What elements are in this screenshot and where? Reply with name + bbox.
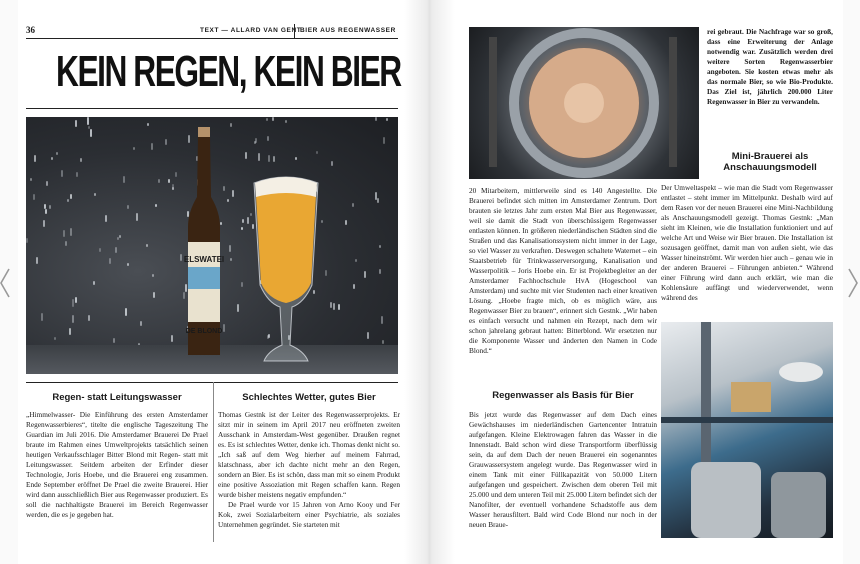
rain-drop bbox=[152, 274, 154, 277]
rain-drop bbox=[70, 228, 72, 236]
paragraph: Bis jetzt wurde das Regenwasser auf dem Dach eines Gewächshauses im niederländischen Gartencenter Intratuin aufgefangen. Kleine Elektrowagen fahren das Wasser in die Innenstadt. Bald schon wird diese Transportform überflüssig sein, da auf dem Dach der neuen Brauerei ein sogenanntes Grauwassersystem angelegt wurde. Das Regenwasser wird in einem Tank mit einer Füllkapazität von 50.000 Litern aufgefangen und gespeichert. Zwischen dem oberen Teil mit 25.000 und dem unteren Teil mit 25.000 Litern befindet sich der Nanofilter, der eventuell vorhandene Schadstoffe aus dem Wasser herausfiltert. Bald wird Code Blond nur noch in der neuen Braue- bbox=[469, 410, 657, 529]
rain-drop bbox=[115, 247, 117, 253]
article-right-col2-top bbox=[707, 27, 833, 107]
right-page bbox=[455, 0, 843, 564]
brew-kettle-illustration bbox=[469, 27, 699, 179]
rain-drop bbox=[93, 281, 95, 285]
rain-drop bbox=[367, 332, 369, 339]
article-column-2 bbox=[218, 410, 400, 530]
rain-drop bbox=[379, 269, 381, 274]
article-right-col1-bottom bbox=[469, 410, 657, 530]
rain-drop bbox=[331, 161, 333, 166]
rain-drop bbox=[229, 245, 231, 252]
rain-drop bbox=[127, 205, 129, 209]
rain-drop bbox=[72, 315, 74, 323]
rain-drop bbox=[113, 338, 115, 343]
rain-drop bbox=[386, 118, 388, 121]
rain-drop bbox=[127, 263, 129, 266]
rain-drop bbox=[133, 147, 135, 150]
paragraph: 20 Mitarbeitern, mittlerweile sind es 140 Angestellte. Die Brauerei befindet sich mitten im Amsterdamer Zentrum. Dort brauten sie letztes Jahr zum ersten Mal Bier aus Regenwasser, weil sie damit die Stadt von überschüssigem Regenwasser entlasten können. In größeren niederländischen Städten sind die Straßen und das Kanalisationssystem nicht immer in der Lage, so viel Wasser zu verkraften. Deswegen schaltete Waternet – ein Staatsbetrieb für Trinkwasserversorgung, Kanalisation und Wasserpolitik – Joris Hoebe ein. Er ist Projektbegleiter an der Amsterdamer Fachhochschule HvA (Hogeschool van Amsterdam) und suchte mit vier Studenten nach einer kreativen Lösung. „Hoebe fragte mich, ob es möglich wäre, aus Regenwasser Bier zu brauen“, erinnert sich Gestnk. „Wir haben es einfach versucht und nahmen ein Rezept, nach dem wir schon jahrelang gebraut hatten: Bitterblond. Wir ersetzten nur die Komponente Wasser und änderten den Namen in Code Blond.“ bbox=[469, 186, 657, 355]
rain-drop bbox=[153, 292, 155, 298]
rain-drop bbox=[227, 199, 229, 202]
rain-drop bbox=[258, 153, 260, 161]
rain-drop bbox=[94, 193, 96, 196]
rain-drop bbox=[56, 152, 58, 155]
rain-drop bbox=[155, 204, 157, 207]
headline: KEIN REGEN, KEIN BIER bbox=[56, 47, 401, 96]
rain-drop bbox=[54, 337, 56, 340]
rain-drop bbox=[88, 126, 90, 129]
rain-drop bbox=[325, 270, 327, 276]
rain-drop bbox=[364, 271, 366, 278]
rain-drop bbox=[285, 120, 287, 123]
rain-drop bbox=[70, 194, 72, 199]
rain-drop bbox=[316, 151, 318, 154]
paragraph: „Himmelwasser- Die Einführung des ersten Amsterdamer Regenwasserbieres“, titelte die englische Tageszeitung The Guardian im Juli 2016. Die Amsterdamer Brauerei De Prael braute im Rahmen eines Umweltprojekts tatsächlich seinen heutigen Verkaufsschlager Bitter Blond mit Regen- statt mit Leitungswasser. Seitdem arbeiten der Erfinder dieser Technologie, Joris Hoebe, und die Brauerei eng zusammen. Ende September eröffnet De Prael die zweite Brauerei. Hier wird dann ausschließlich Bier aus Regenwasser produziert. Es soll die nachhaltigste Brauerei im Bereich Regenwasser werden, die es je gegeben hat. bbox=[26, 410, 208, 519]
rain-drop bbox=[273, 156, 275, 162]
hero-photo-beer-in-rain bbox=[26, 117, 398, 374]
rain-drop bbox=[241, 227, 243, 230]
rain-drop bbox=[355, 259, 357, 262]
rain-drop bbox=[241, 282, 243, 287]
rain-drop bbox=[381, 316, 383, 324]
rain-drop bbox=[63, 230, 65, 237]
photo-brew-kettle-topview bbox=[469, 27, 699, 179]
rain-drop bbox=[245, 152, 247, 159]
rain-drop bbox=[45, 209, 47, 214]
beer-glass bbox=[248, 175, 324, 365]
rain-drop bbox=[230, 123, 232, 127]
rain-drop bbox=[36, 257, 38, 264]
columns-rule bbox=[26, 382, 398, 383]
rain-drop bbox=[65, 241, 67, 246]
rain-drop bbox=[330, 302, 332, 308]
article-column-1 bbox=[26, 410, 208, 520]
paragraph: Der Umweltaspekt – wie man die Stadt vom Regenwasser entlastet – steht immer im Mittelpunkt. Deshalb wird auf dem Rasen vor der neuen Brauerei eine Mini-Nachbildung als Anschauungsmodell gezeigt. Thomas Gestnk: „Man sieht im Kleinen, wie die Installation funktioniert und auf welche Art und Weise wir Bier brauen. Die Installation ist sozusagen geöffnet, damit man von außen sieht, wie das Wasser hineinströmt. Wir werden hier auch – genau wie in der anderen Brauerei – Führungen anbieten.“ Während einer Führung wird dann auch erklärt, wie man die Kohlensäure auffängt und wiederverwendet, wenn während des bbox=[661, 183, 833, 302]
rain-drop bbox=[267, 136, 269, 141]
rain-drop bbox=[80, 158, 82, 162]
rain-drop bbox=[254, 141, 256, 144]
rain-drop bbox=[232, 190, 234, 197]
section-heading-2: Schlechtes Wetter, gutes Bier bbox=[242, 392, 376, 403]
rain-drop bbox=[30, 178, 32, 181]
rain-drop bbox=[34, 155, 36, 162]
rain-drop bbox=[272, 117, 274, 121]
rain-drop bbox=[266, 118, 268, 121]
bottle-label-text: ELSWATEI bbox=[183, 255, 225, 264]
paragraph: De Prael wurde vor 15 Jahren von Arno Kooy und Fer Kok, zwei Sozialarbeitern einer Psychiatrie, als soziales Unternehmen gegründet. Sie starteten mit bbox=[218, 500, 400, 529]
rain-drop bbox=[61, 170, 63, 177]
rain-drop bbox=[151, 143, 153, 150]
rain-drop bbox=[41, 313, 43, 321]
rain-drop bbox=[72, 299, 74, 307]
rain-drop bbox=[75, 120, 77, 127]
rain-drop bbox=[140, 321, 142, 326]
headline-rule bbox=[26, 108, 398, 109]
rain-drop bbox=[295, 157, 297, 160]
rain-drop bbox=[125, 308, 127, 316]
rain-drop bbox=[172, 184, 174, 190]
rain-drop bbox=[352, 203, 354, 207]
rain-drop bbox=[67, 199, 69, 202]
chevron-left-icon[interactable] bbox=[0, 268, 10, 298]
rain-drop bbox=[223, 324, 225, 332]
rain-drop bbox=[175, 172, 177, 177]
rain-drop bbox=[333, 303, 335, 310]
rain-drop bbox=[105, 215, 107, 222]
column-divider bbox=[213, 382, 214, 542]
brewery-interior-illustration bbox=[661, 322, 833, 538]
rain-drop bbox=[43, 220, 45, 227]
rain-drop bbox=[90, 129, 92, 137]
rain-drop bbox=[338, 304, 340, 310]
article-right-col1-top bbox=[469, 186, 657, 356]
section-heading-4: Mini-Brauerei als Anschauungsmodell bbox=[723, 151, 817, 173]
rain-drop bbox=[183, 292, 185, 299]
chevron-right-icon[interactable] bbox=[848, 268, 858, 298]
rain-drop bbox=[237, 304, 239, 312]
rain-drop bbox=[165, 139, 167, 145]
rain-drop bbox=[383, 137, 385, 144]
rain-drop bbox=[76, 172, 78, 177]
bottle-label-style: DE BLOND bbox=[185, 328, 223, 335]
rain-drop bbox=[51, 157, 53, 160]
rain-drop bbox=[230, 258, 232, 261]
rain-drop bbox=[147, 123, 149, 126]
rain-drop bbox=[49, 205, 51, 209]
rain-drop bbox=[379, 245, 381, 248]
rain-drop bbox=[44, 204, 46, 209]
section-heading-1: Regen- statt Leitungswasser bbox=[52, 392, 182, 403]
rain-drop bbox=[69, 328, 71, 335]
rain-drop bbox=[377, 198, 379, 203]
rain-drop bbox=[46, 181, 48, 186]
rain-drop bbox=[75, 297, 77, 303]
paragraph: rei gebraut. Die Nachfrage war so groß, dass eine Erweiterung der Anlage notwendig war. Zusätzlich werden drei weitere Sorten Regenwasserbier angeboten. Sie kosten etwas mehr als das normale Bier, so wie Bio-Produkte. Das Ziel ist, jährlich 200.000 Liter Regenwasser in Bier zu verwandeln. bbox=[707, 27, 833, 106]
rain-drop bbox=[171, 335, 173, 342]
rain-drop bbox=[119, 235, 121, 238]
rain-drop bbox=[223, 186, 225, 191]
photo-brewery-interior bbox=[661, 322, 833, 538]
running-head-section: BIER AUS REGENWASSER bbox=[300, 27, 396, 34]
beer-bottle bbox=[183, 127, 225, 357]
rain-drop bbox=[109, 258, 111, 264]
top-rule bbox=[26, 38, 398, 39]
rain-drop bbox=[180, 254, 182, 261]
rain-drop bbox=[168, 179, 170, 183]
rain-drop bbox=[136, 213, 138, 221]
section-heading-3: Regenwasser als Basis für Bier bbox=[492, 390, 634, 401]
rain-drop bbox=[158, 179, 160, 183]
left-page bbox=[18, 0, 404, 564]
spine-gutter bbox=[404, 0, 455, 564]
rain-drop bbox=[242, 219, 244, 223]
rain-drop bbox=[375, 192, 377, 200]
page-number: 36 bbox=[26, 25, 35, 35]
paragraph: Thomas Gestnk ist der Leiter des Regenwasserprojekts. Er sitzt mir in seinem im April 2017 neu eröffneten zweiten Ausschank in Amsterdam-West gegenüber. Draußen regnet es. Es ist schlechtes Wetter, denke ich. Thomas denkt nicht so. „Ich saß auf dem Weg hierher auf meinem Fahrrad, klatschnass, aber ich dachte nicht mehr an den Regen, sondern an Bier. Es ist schön, dass man mit so einem Produkt eine positive Assoziation mit Regen schaffen kann. Regen wurde bisher meistens negativ empfunden.“ bbox=[218, 410, 400, 499]
rain-drop bbox=[33, 194, 35, 200]
rain-drop bbox=[268, 155, 270, 162]
rain-drop bbox=[375, 117, 377, 121]
rain-drop bbox=[88, 315, 90, 321]
running-head-author: TEXT — ALLARD VAN GENT bbox=[200, 27, 302, 34]
rain-drop bbox=[345, 220, 347, 225]
rain-drop bbox=[99, 248, 101, 252]
rain-drop bbox=[123, 176, 125, 183]
rain-drop bbox=[87, 117, 89, 125]
rain-drop bbox=[353, 284, 355, 289]
rain-drop bbox=[26, 238, 28, 243]
rain-drop bbox=[117, 237, 119, 240]
article-right-col2-bottom bbox=[661, 183, 833, 303]
rain-drop bbox=[146, 244, 148, 247]
rain-drop bbox=[382, 340, 384, 344]
